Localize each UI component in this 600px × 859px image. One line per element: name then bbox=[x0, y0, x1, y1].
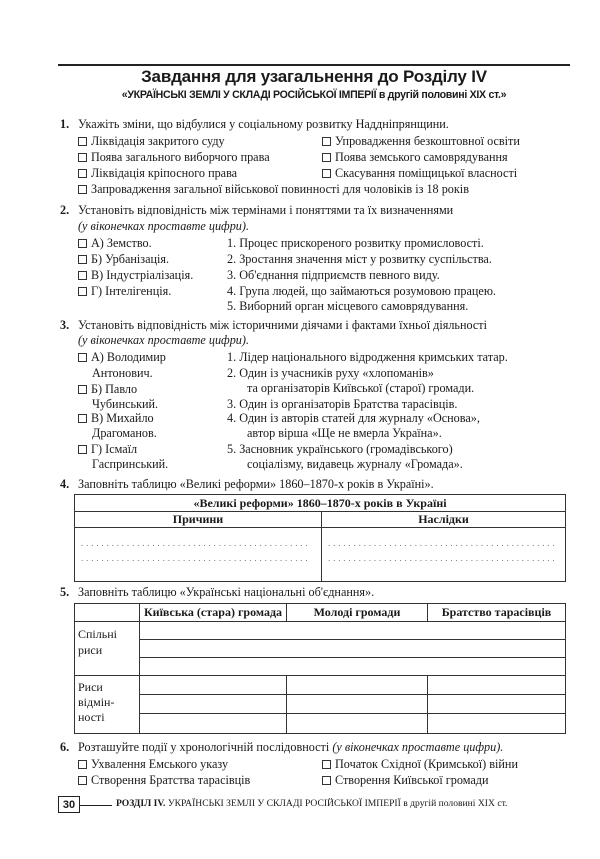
row-label-differences: Риси відмін- ності bbox=[75, 676, 140, 734]
q1-option-3[interactable]: Ліквідація кріпосного права bbox=[78, 166, 237, 181]
q2-def-3: 3. Об'єднання підприємств певного виду. bbox=[227, 268, 440, 282]
q3-fact-3: 3. Один із організаторів Братства тарасівців. bbox=[227, 397, 458, 411]
organizations-table bbox=[74, 603, 566, 734]
q6-option-1[interactable]: Ухвалення Емського указу bbox=[78, 757, 228, 772]
q2-term-c[interactable]: В) Індустріалізація. bbox=[78, 268, 193, 283]
q3-note: (у віконечках проставте цифри). bbox=[78, 333, 249, 347]
q3-person-b-line2: Чубинський. bbox=[92, 397, 159, 411]
q3-person-d[interactable]: Г) Ісмаїл bbox=[78, 442, 137, 457]
q3-person-d-line2: Гаспринський. bbox=[92, 457, 169, 471]
answer-box[interactable] bbox=[78, 353, 87, 362]
checkbox[interactable] bbox=[322, 153, 331, 162]
q5-text: Заповніть таблицю «Українські національні об'єднання». bbox=[78, 585, 375, 599]
causes-cell[interactable] bbox=[75, 528, 322, 582]
col-young-hromadas: Молоді громади bbox=[287, 604, 428, 622]
q2-number: 2. bbox=[60, 203, 70, 217]
page-title: Завдання для узагальнення до Розділу IV bbox=[141, 67, 487, 86]
diff-cell[interactable] bbox=[287, 714, 428, 734]
q5-number: 5. bbox=[60, 585, 70, 599]
top-rule bbox=[58, 64, 570, 66]
q2-text: Установіть відповідність між термінами і поняттями та їх визначеннями bbox=[78, 203, 454, 217]
answer-box[interactable] bbox=[78, 287, 87, 296]
q3-number: 3. bbox=[60, 318, 70, 332]
q2-def-2: 2. Зростання значення міст у розвитку суспільства. bbox=[227, 252, 492, 266]
answer-box[interactable] bbox=[78, 776, 87, 785]
answer-box[interactable] bbox=[78, 760, 87, 769]
q3-person-a[interactable]: А) Володимир bbox=[78, 350, 166, 365]
q3-fact-4: 4. Один із авторів статей для журналу «Основа», bbox=[227, 411, 480, 425]
checkbox[interactable] bbox=[322, 169, 331, 178]
q4-text: Заповніть таблицю «Великі реформи» 1860–1870-х років в Україні». bbox=[78, 477, 434, 491]
q3-text: Установіть відповідність між історичними діячами і фактами їхньої діяльності bbox=[78, 318, 488, 332]
q3-person-c[interactable]: В) Михайло bbox=[78, 411, 154, 426]
q4-number: 4. bbox=[60, 477, 70, 491]
diff-cell[interactable] bbox=[428, 714, 566, 734]
page-number: 30 bbox=[58, 796, 80, 813]
q2-def-1: 1. Процес прискореного розвитку промисловості. bbox=[227, 236, 484, 250]
q1-option-5[interactable]: Упровадження безкоштовної освіти bbox=[322, 134, 520, 149]
q3-fact-2: 2. Один із учасників руху «хлопоманів» bbox=[227, 366, 434, 380]
dotted-line: . . . . . . . . . . . . . . . . . . . . . . . . . . . . . . . . . . . . . . . . . . . . . bbox=[81, 553, 308, 563]
q2-term-d[interactable]: Г) Інтелігенція. bbox=[78, 284, 171, 299]
diff-cell[interactable] bbox=[287, 695, 428, 714]
col-tarasivtsi: Братство тарасівців bbox=[428, 604, 566, 622]
page-subtitle: «УКРАЇНСЬКІ ЗЕМЛІ У СКЛАДІ РОСІЙСЬКОЇ ІМПЕРІЇ в другій половині ХІХ ст.» bbox=[121, 89, 507, 101]
q3-fact-1: 1. Лідер національного відродження кримських татар. bbox=[227, 350, 508, 364]
footer-rule bbox=[80, 805, 112, 806]
q6-text: Розташуйте події у хронологічній послідовності (у віконечках проставте цифри). bbox=[78, 740, 504, 754]
q1-option-2[interactable]: Поява загального виборчого права bbox=[78, 150, 270, 165]
causes-header: Причини bbox=[75, 512, 322, 528]
reforms-table bbox=[74, 494, 566, 582]
q1-number: 1. bbox=[60, 117, 70, 131]
common-line-3[interactable] bbox=[140, 658, 566, 676]
q6-option-4[interactable]: Створення Київської громади bbox=[322, 773, 489, 788]
answer-box[interactable] bbox=[78, 414, 87, 423]
q2-term-a[interactable]: А) Земство. bbox=[78, 236, 152, 251]
q6-option-3[interactable]: Початок Східної (Кримської) війни bbox=[322, 757, 518, 772]
q3-person-c-line2: Драгоманов. bbox=[92, 426, 157, 440]
dotted-line: . . . . . . . . . . . . . . . . . . . . . . . . . . . . . . . . . . . . . . . . . . . . . bbox=[81, 538, 308, 548]
reforms-table-title: «Великі реформи» 1860–1870-х років в Україні bbox=[75, 495, 566, 512]
q3-person-b[interactable]: Б) Павло bbox=[78, 382, 137, 397]
running-footer: РОЗДІЛ IV. УКРАЇНСЬКІ ЗЕМЛІ У СКЛАДІ РОСІЙСЬКОЇ ІМПЕРІЇ в другій половині ХІХ ст. bbox=[116, 798, 508, 809]
q1-option-6[interactable]: Поява земського самоврядування bbox=[322, 150, 508, 165]
common-line-2[interactable] bbox=[140, 640, 566, 658]
q1-option-1[interactable]: Ліквідація закритого суду bbox=[78, 134, 225, 149]
q3-fact-4-cont: автор вірша «Ще не вмерла Україна». bbox=[247, 426, 442, 440]
checkbox[interactable] bbox=[78, 153, 87, 162]
q1-text: Укажіть зміни, що відбулися у соціальному розвитку Наддніпрянщини. bbox=[78, 117, 449, 131]
q3-fact-5-cont: соціалізму, видавець журналу «Громада». bbox=[247, 457, 463, 471]
corner-cell bbox=[75, 604, 140, 622]
diff-cell[interactable] bbox=[428, 676, 566, 695]
row-label-common: Спільні риси bbox=[75, 622, 140, 676]
answer-box[interactable] bbox=[322, 760, 331, 769]
diff-cell[interactable] bbox=[140, 676, 287, 695]
common-line-1[interactable] bbox=[140, 622, 566, 640]
q3-fact-5: 5. Засновник українського (громадівського) bbox=[227, 442, 453, 456]
diff-cell[interactable] bbox=[140, 714, 287, 734]
q3-person-a-line2: Антонович. bbox=[92, 366, 153, 380]
q6-number: 6. bbox=[60, 740, 70, 754]
diff-cell[interactable] bbox=[140, 695, 287, 714]
q2-term-b[interactable]: Б) Урбанізація. bbox=[78, 252, 169, 267]
answer-box[interactable] bbox=[322, 776, 331, 785]
q1-option-7[interactable]: Скасування поміщицької власності bbox=[322, 166, 517, 181]
checkbox[interactable] bbox=[78, 137, 87, 146]
q6-option-2[interactable]: Створення Братства тарасівців bbox=[78, 773, 250, 788]
answer-box[interactable] bbox=[78, 271, 87, 280]
col-kyiv-hromada: Київська (стара) громада bbox=[140, 604, 287, 622]
checkbox[interactable] bbox=[78, 185, 87, 194]
dotted-line: . . . . . . . . . . . . . . . . . . . . . . . . . . . . . . . . . . . . . . . . . . . . . bbox=[328, 538, 555, 548]
dotted-line: . . . . . . . . . . . . . . . . . . . . . . . . . . . . . . . . . . . . . . . . . . . . . bbox=[328, 553, 555, 563]
diff-cell[interactable] bbox=[287, 676, 428, 695]
q3-fact-2-cont: та організаторів Київської (старої) громади. bbox=[247, 381, 475, 395]
q2-def-5: 5. Виборний орган місцевого самоврядування. bbox=[227, 299, 469, 313]
answer-box[interactable] bbox=[78, 385, 87, 394]
answer-box[interactable] bbox=[78, 255, 87, 264]
consequences-header: Наслідки bbox=[322, 512, 566, 528]
q1-option-4[interactable]: Запровадження загальної військової повинності для чоловіків із 18 років bbox=[78, 182, 469, 197]
consequences-cell[interactable] bbox=[322, 528, 566, 582]
q2-def-4: 4. Група людей, що займаються розумовою працею. bbox=[227, 284, 496, 298]
checkbox[interactable] bbox=[322, 137, 331, 146]
answer-box[interactable] bbox=[78, 239, 87, 248]
diff-cell[interactable] bbox=[428, 695, 566, 714]
checkbox[interactable] bbox=[78, 169, 87, 178]
answer-box[interactable] bbox=[78, 445, 87, 454]
q2-note: (у віконечках проставте цифри). bbox=[78, 219, 249, 233]
